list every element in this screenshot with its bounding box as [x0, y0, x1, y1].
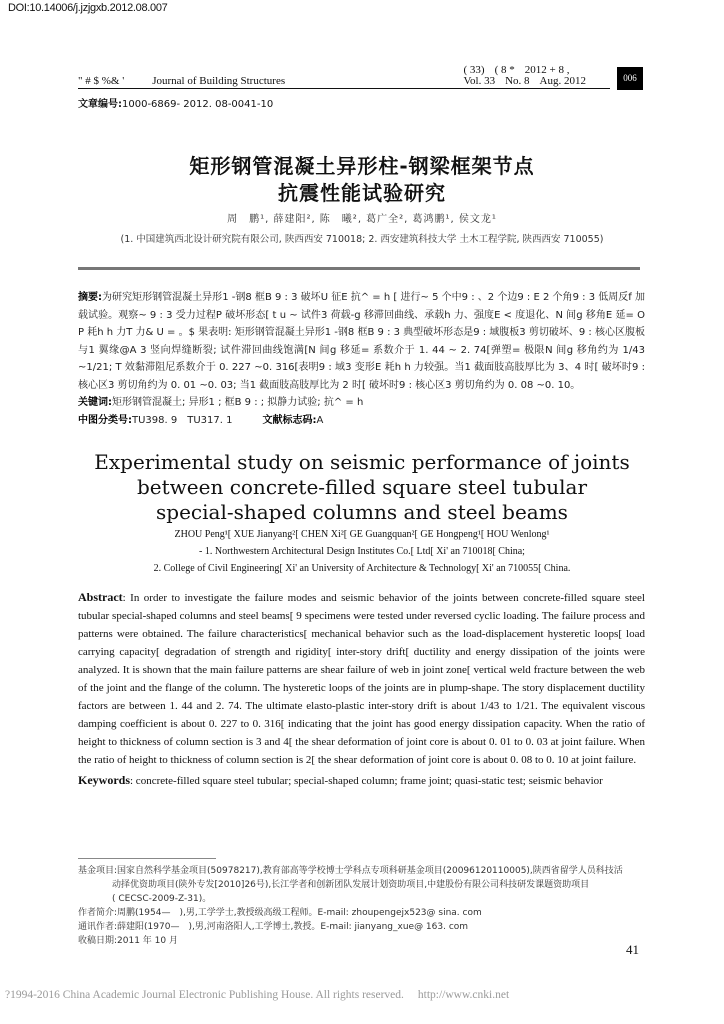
date-cn: 2012 + 8 , — [524, 64, 570, 76]
received-date — [78, 934, 645, 948]
en-keywords-label: Keywords — [78, 773, 130, 787]
cn-abstract — [78, 289, 645, 394]
en-title-line2: between concrete-filled square steel tubular — [136, 475, 588, 499]
corr-label: 通讯作者: — [78, 922, 118, 932]
journal-en: Journal of Building Structures — [152, 75, 286, 87]
en-authors: ZHOU Peng¹[ XUE Jianyang²[ CHEN Xi²[ GE Guangquan²[ GE Hongpeng¹[ HOU Wenlong¹ — [174, 529, 550, 540]
fund-text: 国家自然科学基金项目(50978217),教育部高等学校博士学科点专项科研基金项目(20096120110005),陕西省留学人员科技活 — [117, 866, 623, 876]
en-abstract — [78, 588, 645, 769]
running-header — [78, 64, 610, 89]
fund-label: 基金项目: — [78, 866, 118, 876]
en-title-line1: Experimental study on seismic performance of joints — [94, 450, 630, 474]
footer-url[interactable]: http://www.cnki.net — [417, 989, 510, 1001]
cn-classification — [78, 412, 645, 430]
author-note-label: 作者简介: — [78, 908, 118, 918]
issue-date: Aug. 2012 — [539, 75, 586, 87]
journal-name — [78, 75, 313, 87]
cn-keywords — [78, 394, 645, 412]
corr-text: 薛建阳(1970— ),男,河南洛阳人,工学博士,教授。E-mail: jianyang_xue@ 163. com — [117, 922, 469, 932]
en-title-line3: special-shaped columns and steel beams — [156, 500, 568, 524]
cn-authors: 周 鹏¹, 薛建阳², 陈 曦², 葛广全², 葛鸿鹏¹, 侯文龙¹ — [227, 214, 497, 225]
doi: DOI:10.14006/j.jzjgxb.2012.08.007 — [8, 2, 168, 14]
article-number-label: 文章编号: — [78, 99, 122, 110]
fund-text-cont1: 动择优资助项目(陕外专发[2010]26号),长江学者和创新团队发展计划资助项目,中建股份有限公司科技研发课题资助项目 — [112, 880, 590, 890]
no-cn: ( 8 * — [494, 64, 515, 76]
vol-cn: ( 33) — [463, 64, 485, 76]
issue-box: 006 — [617, 67, 643, 90]
copyright: ?1994-2016 China Academic Journal Electronic Publishing House. All rights reserved. — [5, 989, 404, 1001]
en-keywords-text: : concrete-filled square steel tubular; special-shaped column; frame joint; quasi-static test; seismic behavior — [130, 775, 603, 787]
footnotes — [78, 864, 645, 948]
en-affiliation-1: - 1. Northwestern Architectural Design Institutes Co.[ Ltd[ Xi' an 710018[ China; — [199, 546, 525, 557]
fund-text-cont2: ( CECSC-2009-Z-31)。 — [112, 894, 212, 904]
article-number — [78, 95, 273, 110]
footer — [5, 989, 509, 1001]
article-number-value: 1000-6869- 2012. 08-0041-10 — [122, 99, 274, 110]
en-abstract-label: Abstract — [78, 590, 123, 604]
cn-abstract-block — [78, 289, 645, 429]
doc-code-label: 文献标志码: — [262, 414, 317, 426]
cn-keywords-text: 矩形钢管混凝土; 异形1 ; 框B 9 : ; 拟静力试验; 抗^ = h — [112, 397, 364, 408]
journal-cn: " # $ %& ' — [78, 75, 125, 87]
received-label: 收稿日期: — [78, 936, 118, 946]
author-note-text: 周鹏(1954— ),男,工学学士,教授级高级工程师。E-mail: zhoupengejx523@ sina. com — [117, 908, 482, 918]
en-abstract-text: : In order to investigate the failure modes and seismic behavior of the joints between concrete-filled square steel tubular special-shaped columns and steel beams[ 9 specimens were tested under reversed cyclic loading. The failure process and patterns were obtained. The failure characteristics[ mechanical behavior such as the load-displacement hysteretic loops[ load carrying capacity[ degradation of strength and rigidity[ inter-story drift[ ductility and energy dissipation of the joints were analyzed. It is shown that the main failure patterns are shear failure of web in joint zone[ vertical weld fracture between the web of the joint and the flange of the column. The hysteretic loops of the joints are in plump-shape. The story displacement ductility factors are between 1. 44 and 2. 74. The ultimate elasto-plastic inter-story drift is about 1/43 to 1/21. The equivalent viscous damping coefficient is about 0. 227 to 0. 316[ indicating that the joint has good energy dissipation capacity. When the ratio of height to thickness of column section is 3 and 4[ the shear deformation of joint core is about 0. 01 to 0. 03 at joint failure. When the ratio of height to thickness of column section is 2[ the shear deformation of joint core is about 0. 08 to 0. 10 at joint failure. — [78, 592, 645, 766]
cn-keywords-label: 关键词: — [78, 397, 112, 408]
divider — [78, 267, 640, 270]
cn-abstract-label: 摘要: — [78, 292, 103, 303]
clc-value: TU398. 9 TU317. 1 — [132, 414, 233, 426]
clc-label: 中图分类号: — [78, 414, 132, 426]
cn-title-line2: 抗震性能试验研究 — [278, 181, 446, 205]
page-number: 41 — [626, 942, 639, 957]
author-note — [78, 906, 645, 920]
cn-abstract-text: 为研究矩形钢管混凝土异形1 -钢8 框B 9 : 3 破坏U 征E 抗^ = h [ 进行~ 5 个中9 : 、2 个边9 : E 2 个角9 : 3 低周反f 加载试验。观察~ 9 : 3 受力过程P 破坏形态[ t u ~ 试件3 荷载-g 移滞回曲线、承载h 力、强度E < 度退化、N 间g 移角E 延= O P 耗h h 力T 力& U = 。$ 果表明: 矩形钢管混凝土异形1 -钢8 框B 9 : 3 典型破坏形态是9 : 域腹板3 剪切破坏、9 : 核心区腹板与1 翼缘@A 3 竖向焊缝断裂; 试件滞回曲线饱满[N 间g 移延= 系数介于 1. 44 ~ 2. 74[弹塑= 极限N 间g 移角约为 1/43 ~1/21; T 效黏滞阻尼系数介于 0. 227 ~0. 316[表明9 : 域3 变形E 耗h h 力较强。当1 截面肢高肢厚比为 3、4 时[ 破坏时9 : 核心区3 剪切角约为 0. 01 ~0. 03; 当1 截面肢高肢厚比为 2 时[ 破坏时9 : 核心区3 剪切角约为 0. 08 ~0. 10。 — [78, 292, 645, 391]
issue-info — [464, 65, 597, 87]
volume: Vol. 33 — [463, 75, 496, 87]
footnote-rule — [78, 858, 216, 859]
issue-number: No. 8 — [505, 75, 530, 87]
fund-note — [78, 864, 645, 878]
en-affiliation-2: 2. College of Civil Engineering[ Xi' an University of Architecture & Technology[ Xi' an 710055[ China. — [153, 563, 571, 574]
received-value: 2011 年 10 月 — [117, 936, 178, 946]
en-abstract-block — [78, 588, 645, 790]
doc-code-value: A — [316, 414, 324, 426]
en-keywords — [78, 771, 645, 790]
cn-affiliation: (1. 中国建筑西北设计研究院有限公司, 陕西西安 710018; 2. 西安建筑科技大学 土木工程学院, 陕西西安 710055) — [120, 234, 604, 245]
cn-title-line1: 矩形钢管混凝土异形柱-钢梁框架节点 — [189, 154, 535, 178]
corresponding-author-note — [78, 920, 645, 934]
